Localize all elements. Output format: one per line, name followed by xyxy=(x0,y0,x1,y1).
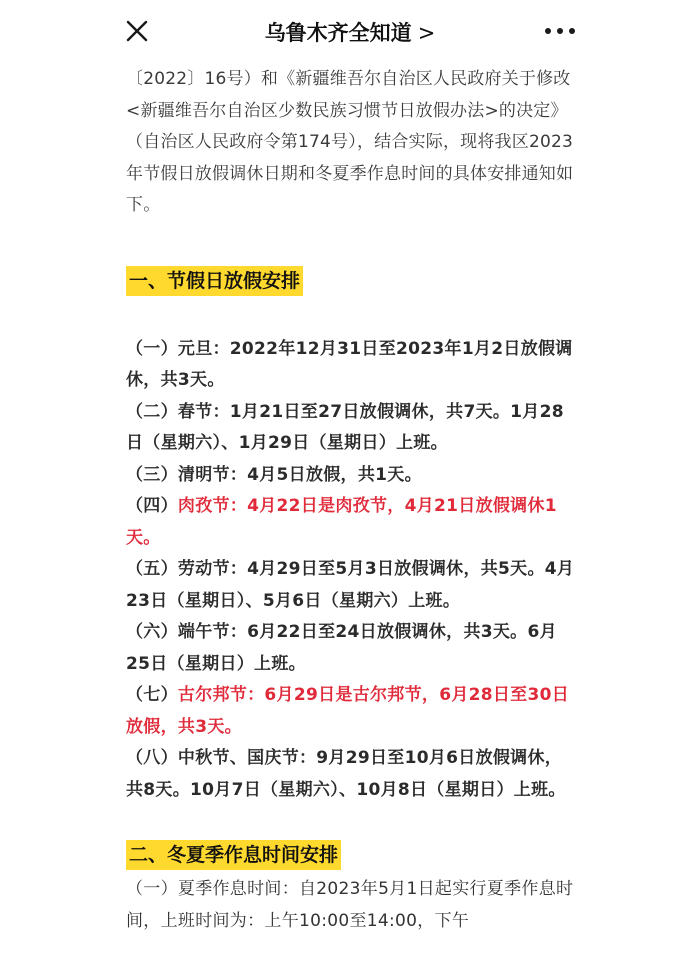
holiday-item xyxy=(126,334,576,397)
holiday-item xyxy=(126,491,576,554)
article-body xyxy=(126,64,576,937)
nav-bar xyxy=(0,0,700,62)
more-dots-icon[interactable] xyxy=(540,18,580,44)
holiday-item-text: 古尔邦节：6月29日是古尔邦节，6月28日至30日放假，共3天。 xyxy=(126,685,570,737)
holiday-item-text: （八）中秋节、国庆节：9月29日至10月6日放假调休，共8天。10月7日（星期六）、10月8日（星期日）上班。 xyxy=(126,748,566,800)
holiday-item xyxy=(126,617,576,680)
chevron-right-icon: > xyxy=(417,21,436,45)
holiday-item-text: （一）元旦：2022年12月31日至2023年1月2日放假调休，共3天。 xyxy=(126,338,573,390)
holiday-item-number: （七） xyxy=(126,685,178,705)
holiday-item xyxy=(126,554,576,617)
holiday-item xyxy=(126,460,576,492)
holiday-item-text: （五）劳动节：4月29日至5月3日放假调休，共5天。4月23日（星期日）、5月6日（星期六）上班。 xyxy=(126,559,575,611)
account-title-link[interactable] xyxy=(0,17,700,47)
page-title: 乌鲁木齐全知道 xyxy=(264,21,412,45)
holiday-item xyxy=(126,680,576,743)
holiday-item-number: （四） xyxy=(126,496,178,516)
holiday-item xyxy=(126,743,576,806)
holiday-item-text: （三）清明节：4月5日放假，共1天。 xyxy=(126,464,422,485)
schedule-list xyxy=(126,874,576,937)
holiday-item-text: 肉孜节：4月22日是肉孜节，4月21日放假调休1天。 xyxy=(126,496,557,548)
section-heading-holidays: 一、节假日放假安排 xyxy=(126,266,303,296)
holiday-item-text: （六）端午节：6月22日至24日放假调休，共3天。6月25日（星期日）上班。 xyxy=(126,622,557,674)
intro-paragraph: 〔2022〕16号）和《新疆维吾尔自治区人民政府关于修改<新疆维吾尔自治区少数民族习惯节日放假办法>的决定》（自治区人民政府令第174号），结合实际，现将我区2023年节假日放假调休日期和冬夏季作息时间的具体安排通知如下。 xyxy=(126,69,574,215)
schedule-item: （一）夏季作息时间：自2023年5月1日起实行夏季作息时间，上班时间为：上午10:00至14:00，下午 xyxy=(126,879,574,931)
holiday-list xyxy=(126,334,576,807)
section-heading-schedule: 二、冬夏季作息时间安排 xyxy=(126,840,341,870)
holiday-item xyxy=(126,397,576,460)
holiday-item-text: （二）春节：1月21日至27日放假调休，共7天。1月28日（星期六）、1月29日（星期日）上班。 xyxy=(126,401,564,453)
